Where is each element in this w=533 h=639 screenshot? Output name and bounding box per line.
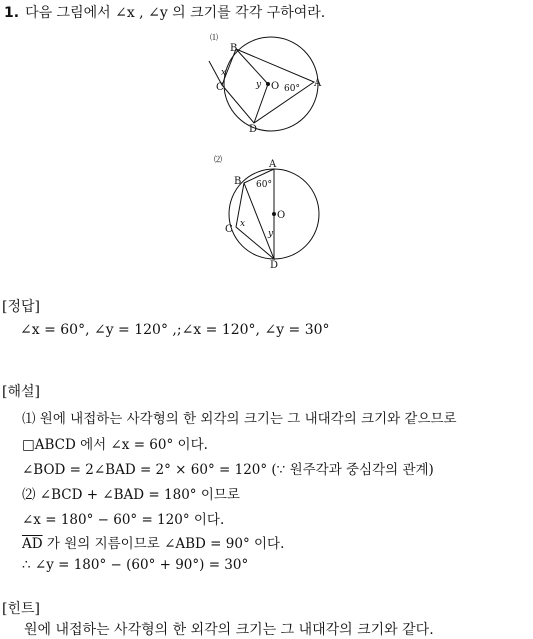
center-dot-1	[266, 82, 270, 86]
label-D: D	[249, 124, 258, 135]
explanation-line-3: ∠BOD = 2∠BAD = 2° × 60° = 120° (∵ 원주각과 중심각의 관계)	[22, 462, 434, 478]
label-B: B	[230, 43, 238, 54]
label-x: x	[221, 68, 227, 78]
label-y2: y	[268, 229, 274, 239]
label-B2: B	[234, 176, 242, 187]
hint-line: 원에 내접하는 사각형의 한 외각의 크기는 그 내대각의 크기와 같다.	[24, 622, 434, 638]
question	[4, 2, 325, 22]
segment-AD: $\overline{AD}$	[22, 536, 43, 552]
answer-heading: [정답]	[2, 299, 40, 315]
explanation-line-4: ⑵ ∠BCD + ∠BAD = 180° 이므로	[22, 487, 240, 503]
figure-2-tag: ⑵	[214, 155, 222, 164]
hint-heading: [힌트]	[2, 601, 40, 617]
label-y: y	[256, 80, 262, 90]
figure-2	[210, 152, 340, 272]
explanation-line-7: ∴ ∠y = 180° − (60° + 90°) = 30°	[22, 557, 249, 573]
label-C2: C	[225, 224, 233, 235]
label-angle2: 60°	[256, 180, 272, 190]
question-text: 다음 그림에서 ∠x , ∠y 의 크기를 각각 구하여라.	[25, 5, 326, 21]
explanation-line-6-text: 가 원의 지름이므로 ∠ABD = 90° 이다.	[42, 536, 285, 552]
label-O2: O	[277, 210, 286, 221]
label-x2: x	[240, 219, 246, 229]
center-dot-2	[272, 212, 276, 216]
chord-BD	[244, 183, 274, 259]
explanation-line-5: ∠x = 180° − 60° = 120° 이다.	[22, 512, 225, 528]
label-angle: 60°	[284, 84, 300, 94]
question-number: 1.	[4, 5, 20, 21]
radius-OB	[236, 49, 268, 84]
label-D2: D	[270, 260, 279, 271]
explanation-line-2: □ABCD 에서 ∠x = 60° 이다.	[22, 437, 208, 453]
label-O: O	[271, 81, 280, 92]
label-A: A	[314, 78, 322, 89]
explanation-line-1: ⑴ 원에 내접하는 사각형의 한 외각의 크기는 그 내대각의 크기와 같으므로	[22, 411, 457, 427]
explanation-heading: [해설]	[2, 384, 40, 400]
label-C: C	[216, 82, 224, 93]
label-A2: A	[269, 159, 277, 170]
answer-line: ∠x = 60°, ∠y = 120° ,;∠x = 120°, ∠y = 30°	[20, 322, 330, 338]
explanation-line-6	[22, 532, 284, 552]
figure-1-tag: ⑴	[210, 33, 218, 42]
figure-1	[204, 28, 344, 143]
